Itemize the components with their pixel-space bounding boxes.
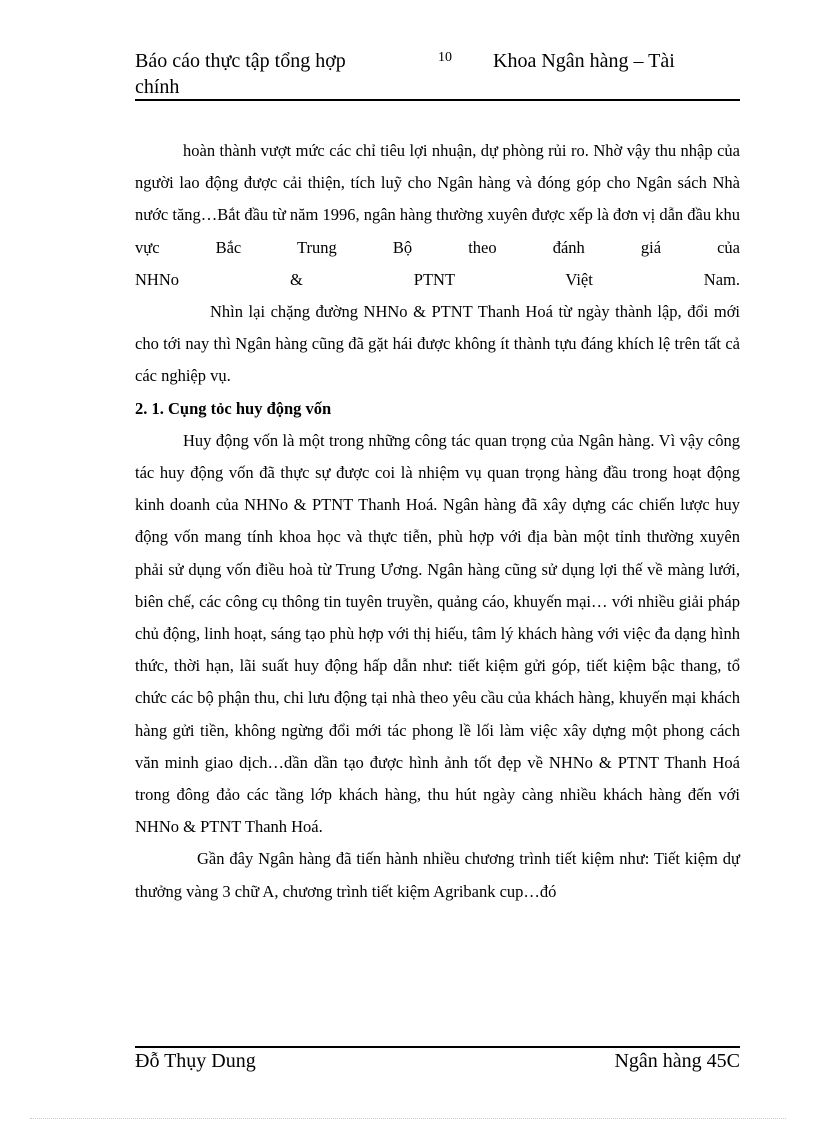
footer-divider [135,1046,740,1048]
header-title-line1: Báo cáo thực tập tổng hợp [135,50,346,72]
header-title-line2: chính [135,76,180,98]
header-report-title [135,48,385,100]
header-faculty: Khoa Ngân hàng – Tài [493,50,675,72]
paragraph-1: hoàn thành vượt mức các chỉ tiêu lợi nhuận, dự phòng rủi ro. Nhờ vậy thu nhập của người lao động được cải thiện, tích luỹ cho Ngân hàng và đóng góp cho Ngân sách Nhà nước tăng…Bắt đầu từ năm 1996, ngân hàng thường xuyên được xếp là đơn vị dẫn đầu khu vực Bắc Trung Bộ theo đánh giá của [135,141,740,257]
section-heading: 2. 1. Cụng tỏc huy động vốn [135,398,332,418]
paragraph-4: Gần đây Ngân hàng đã tiến hành nhiều chương trình tiết kiệm như: Tiết kiệm dự thưởng vàng 3 chữ A, chương trình tiết kiệm Agribank cup…đó [135,849,740,901]
header-divider [135,99,740,101]
paragraph-2: Nhìn lại chặng đường NHNo & PTNT Thanh Hoá từ ngày thành lập, đổi mới cho tới nay thì Ngân hàng cũng đã gặt hái được không ít thành tựu đáng khích lệ trên tất cả các nghiệp vụ. [135,302,740,386]
paragraph-3: Huy động vốn là một trong những công tác quan trọng của Ngân hàng. Vì vậy công tác huy động vốn đã thực sự được coi là nhiệm vụ quan trọng hàng đầu trong hoạt động kinh doanh của NHNo & PTNT Thanh Hoá. Ngân hàng đã xây dựng các chiến lược huy động vốn mang tính khoa học và thực tiễn, phù hợp với địa bàn một tỉnh thường xuyên phải sử dụng vốn điều hoà từ Trung Ương. Ngân hàng cũng sử dụng lợi thế về màng lưới, biên chế, các công cụ thông tin tuyên truyền, quảng cáo, khuyến mại… với nhiều giải pháp chủ động, linh hoạt, sáng tạo phù hợp với thị hiếu, tâm lý khách hàng với việc đa dạng hình thức, thời hạn, lãi suất huy động hấp dẫn như: tiết kiệm gửi góp, tiết kiệm bậc thang, tổ chức các bộ phận thu, chi lưu động tại nhà theo yêu cầu của khách hàng, khuyến mại khách hàng gửi tiền, không ngừng đổi mới tác phong lề lối làm việc xây dựng một phong cách văn minh giao dịch…dần dần tạo được hình ảnh tốt đẹp về NHNo & PTNT Thanh Hoá trong đông đảo các tầng lớp khách hàng, thu hút ngày càng nhiều khách hàng đến với NHNo & PTNT Thanh Hoá. [135,430,740,837]
document-body [135,135,740,908]
page-bottom-edge [30,1118,786,1119]
paragraph-1-last-line: NHNo & PTNT Việt Nam. [135,269,740,289]
footer-author: Đỗ Thụy Dung [135,1050,256,1072]
page-header [135,48,740,98]
page-number: 10 [438,50,452,65]
footer-class: Ngân hàng 45C [614,1050,740,1072]
